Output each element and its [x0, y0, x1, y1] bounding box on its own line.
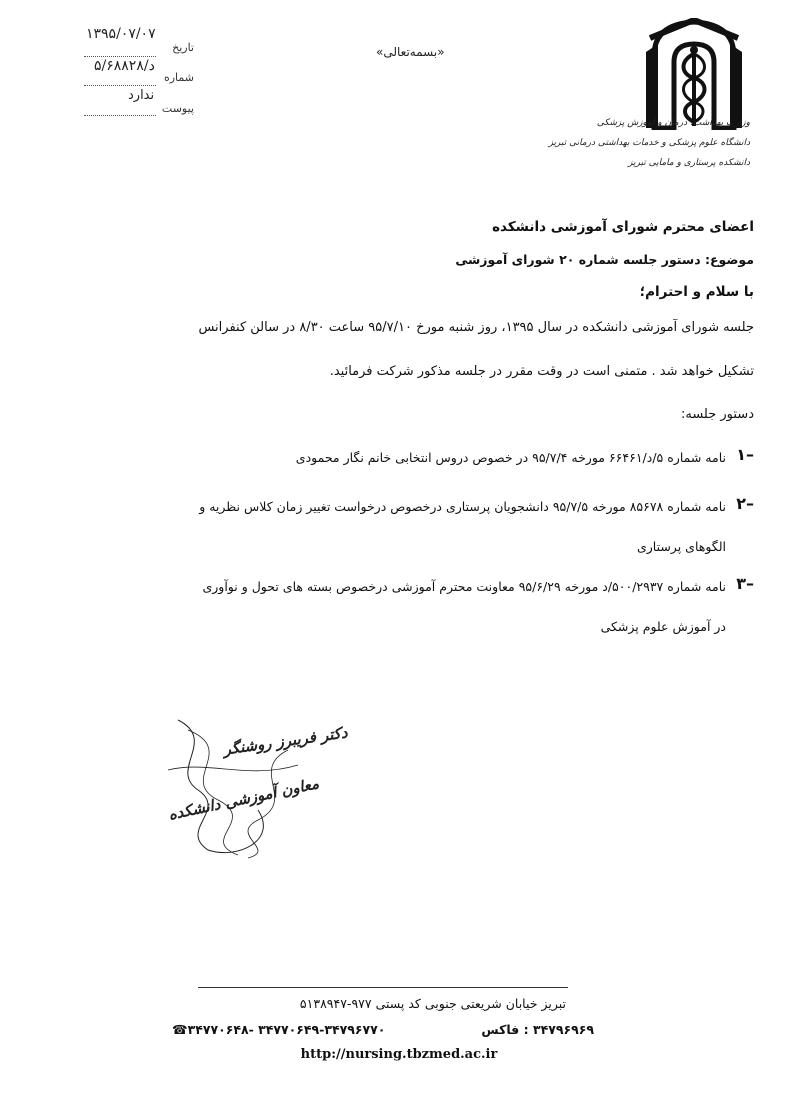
date-dotted-line: [84, 56, 156, 57]
signature-name: دکتر فریبرز روشنگر: [222, 723, 349, 759]
agenda-heading: دستور جلسه:: [680, 407, 754, 422]
footer-phones: ☎۳۴۷۷۰۶۴۸- ۳۴۷۷۰۶۴۹-۳۴۷۹۶۷۷۰: [172, 1022, 386, 1037]
greeting: با سلام و احترام؛: [639, 284, 754, 300]
number-value: ۵/د/۶۸۸۲۸: [94, 58, 155, 74]
signature: [158, 710, 349, 860]
university-logo: [548, 18, 750, 178]
number-label: شماره: [163, 71, 194, 84]
agenda-item-text: نامه شماره ۵۰۰/۲۹۳۷/د مورخه ۹۵/۶/۲۹ معاونت محترم آموزشی درخصوص بسته های تحول و نوآوری: [202, 579, 726, 594]
basmala: «بسمه‌تعالی»: [376, 45, 445, 59]
logo-line-3: دانشکده پرستاری و مامایی تبریز: [628, 158, 750, 168]
date-value: ۱۳۹۵/۰۷/۰۷: [86, 26, 156, 42]
attachment-label: پیوست: [161, 102, 194, 115]
agenda-item: [64, 447, 754, 471]
agenda-item-text-continued: الگوهای پرستاری: [636, 539, 726, 554]
agenda-item-number: ۲–: [736, 494, 754, 513]
agenda-item-text-continued: در آموزش علوم پزشکی: [600, 619, 726, 634]
agenda-item-number: ۱–: [736, 445, 754, 464]
subject: موضوع: دستور جلسه شماره ۲۰ شورای آموزشی: [455, 252, 754, 267]
date-row: [84, 26, 194, 54]
attachment-value: ندارد: [128, 88, 155, 103]
footer-address: تبریز خیابان شریعتی جنوبی کد پستی ۹۷۷-۵۱۳۸۹۴۷: [299, 996, 566, 1011]
agenda-item: [64, 496, 754, 556]
paragraph-line-1: جلسه شورای آموزشی دانشکده در سال ۱۳۹۵، روز شنبه مورخ ۹۵/۷/۱۰ ساعت ۸/۳۰ در سالن کنفرانس: [198, 320, 754, 335]
date-label: تاریخ: [172, 41, 194, 54]
number-row: [84, 58, 194, 84]
signature-title: معاون آموزشی دانشکده: [166, 774, 321, 824]
logo-line-2: دانشگاه علوم پزشکی و خدمات بهداشتی درمانی تبریز: [548, 138, 750, 148]
footer-divider: [198, 987, 568, 988]
footer-website-link[interactable]: http://nursing.tbzmed.ac.ir: [300, 1047, 498, 1062]
logo-line-1: وزارت بهداشت، درمان و آموزش پزشکی: [596, 118, 750, 128]
recipient: اعضای محترم شورای آموزشی دانشکده: [492, 219, 754, 235]
agenda-item-text: نامه شماره ۵/د/۶۶۴۶۱ مورخه ۹۵/۷/۴ در خصوص دروس انتخابی خانم نگار محمودی: [295, 450, 726, 465]
agenda-item: [64, 576, 754, 636]
footer-fax: ۳۴۷۹۶۹۶۹ : فاکس: [481, 1022, 594, 1037]
attachment-row: [84, 88, 194, 115]
number-dotted-line: [84, 85, 156, 86]
agenda-item-number: ۳–: [736, 574, 754, 593]
university-emblem-icon: [644, 18, 744, 130]
agenda-item-text: نامه شماره ۸۵۶۷۸ مورخه ۹۵/۷/۵ دانشجویان پرستاری درخصوص درخواست تغییر زمان کلاس نظریه و: [199, 499, 726, 514]
paragraph-line-2: تشکیل خواهد شد . متمنی است در وقت مقرر در جلسه مذکور شرکت فرمائید.: [329, 364, 754, 379]
attachment-dotted-line: [84, 115, 156, 116]
